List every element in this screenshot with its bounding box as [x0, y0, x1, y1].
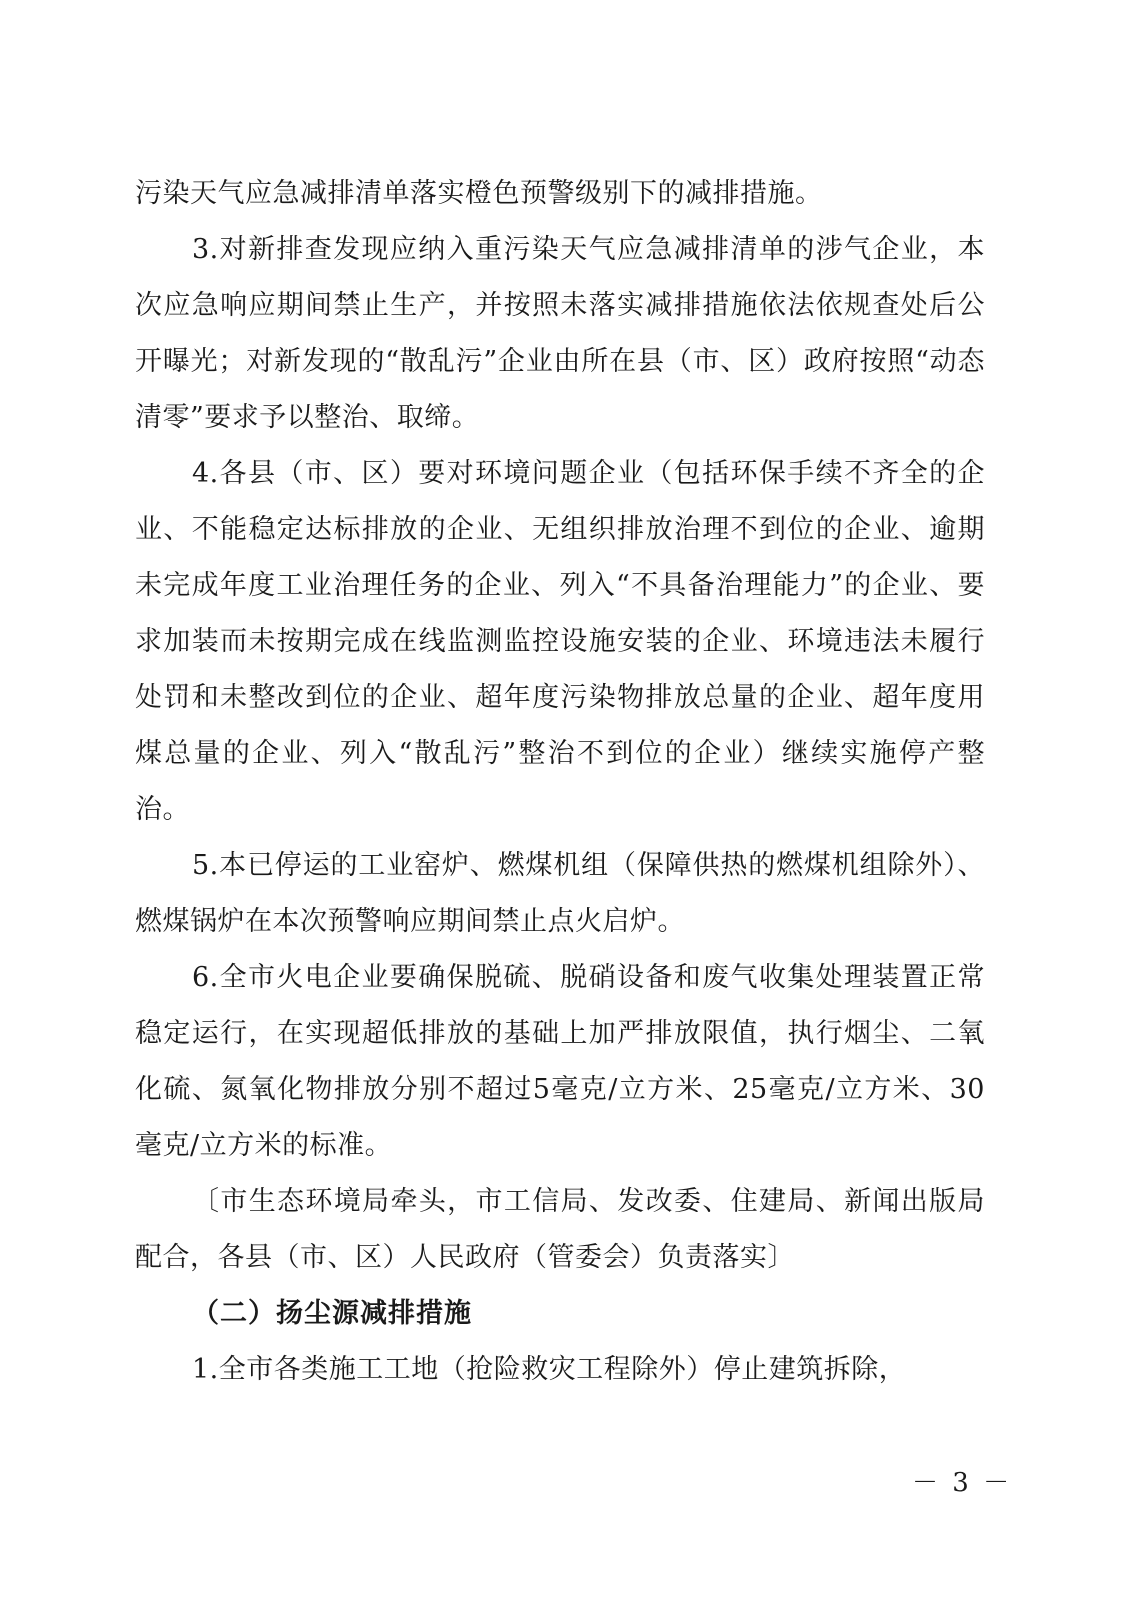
paragraph-item-6: 6.全市火电企业要确保脱硫、脱硝设备和废气收集处理装置正常稳定运行，在实现超低排放的基础上加严排放限值，执行烟尘、二氧化硫、氮氧化物排放分别不超过5毫克/立方米、25毫克/立方米、30毫克/立方米的标准。	[135, 962, 985, 1161]
responsibility-note: 〔市生态环境局牵头，市工信局、发改委、住建局、新闻出版局配合，各县（市、区）人民政府（管委会）负责落实〕	[135, 1186, 985, 1273]
paragraph-item-5: 5.本已停运的工业窑炉、燃煤机组（保障供热的燃煤机组除外）、燃煤锅炉在本次预警响应期间禁止点火启炉。	[135, 850, 985, 937]
paragraph-item-3: 3.对新排查发现应纳入重污染天气应急减排清单的涉气企业，本次应急响应期间禁止生产，并按照未落实减排措施依法依规查处后公开曝光；对新发现的“散乱污”企业由所在县（市、区）政府按照“动态清零”要求予以整治、取缔。	[135, 234, 985, 433]
paragraph-dust-item-1: 1.全市各类施工工地（抢险救灾工程除外）停止建筑拆除，	[192, 1354, 907, 1385]
document-body	[135, 166, 985, 1398]
paragraph-item-4: 4.各县（市、区）要对环境问题企业（包括环保手续不齐全的企业、不能稳定达标排放的企业、无组织排放治理不到位的企业、逾期未完成年度工业治理任务的企业、列入“不具备治理能力”的企业、要求加装而未按期完成在线监测监控设施安装的企业、环境违法未履行处罚和未整改到位的企业、超年度污染物排放总量的企业、超年度用煤总量的企业、列入“散乱污”整治不到位的企业）继续实施停产整治。	[135, 458, 985, 825]
paragraph-continuation: 污染天气应急减排清单落实橙色预警级别下的减排措施。	[135, 178, 823, 209]
section-heading: （二）扬尘源减排措施	[192, 1298, 472, 1329]
page-number: － 3 －	[912, 1468, 1013, 1498]
